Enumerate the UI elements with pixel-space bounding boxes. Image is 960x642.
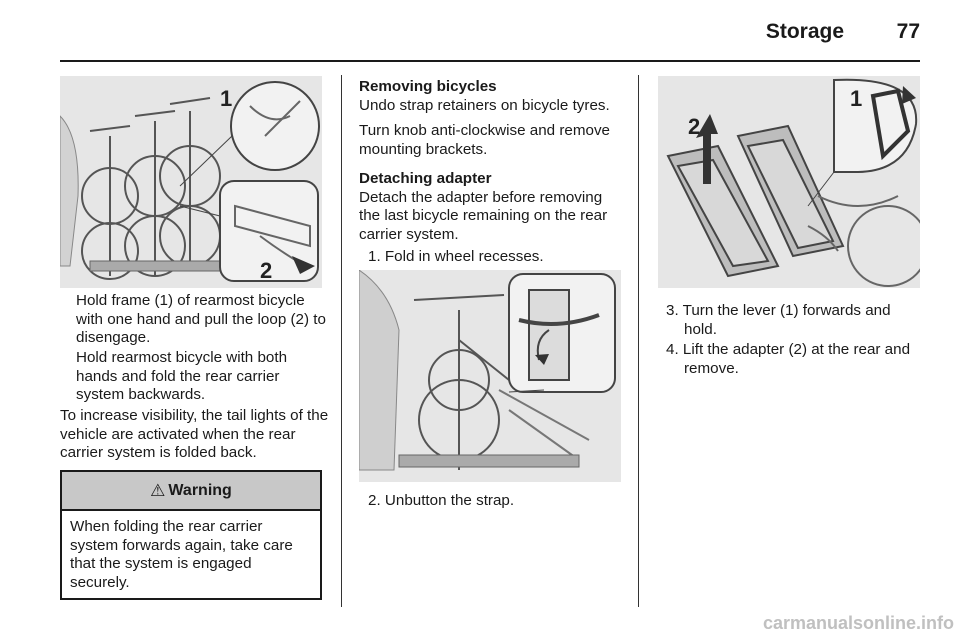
hold-frame-text: Hold frame (1) of rearmost bicycle with one hand and pull the loop (2) to disengage. bbox=[76, 292, 326, 346]
adapter-lever-illustration bbox=[658, 76, 920, 288]
instruction-hold-bicycle bbox=[76, 349, 328, 405]
header-rule bbox=[60, 60, 920, 62]
footer-watermark: carmanualsonline.info bbox=[762, 613, 954, 633]
heading-detaching-adapter: Detaching adapter bbox=[359, 170, 492, 187]
step-1-number: 1. bbox=[368, 248, 381, 265]
warning-triangle-icon: ⚠ bbox=[150, 480, 166, 500]
heading-removing-bicycles: Removing bicycles bbox=[359, 78, 497, 95]
step-4-number: 4. bbox=[666, 341, 679, 358]
warning-box bbox=[60, 470, 322, 600]
adapter-lever-drawing bbox=[658, 76, 920, 288]
figure-callout-2: 2 bbox=[260, 258, 273, 283]
warning-header bbox=[62, 472, 320, 511]
detaching-adapter-section bbox=[359, 170, 627, 244]
bicycle-carrier-illustration bbox=[60, 76, 322, 288]
bicycle-strap-drawing bbox=[359, 270, 621, 482]
removing-bicycles-section bbox=[359, 78, 627, 115]
detach-text: Detach the adapter before removing the last bicycle remaining on the rear carrier system. bbox=[359, 188, 608, 243]
page-number: 77 bbox=[896, 20, 920, 43]
step-3-number: 3. bbox=[666, 302, 679, 319]
hold-bicycle-text: Hold rearmost bicycle with both hands and fold the rear carrier system backwards. bbox=[76, 349, 288, 403]
column-divider-left bbox=[341, 75, 342, 607]
step-2 bbox=[368, 492, 626, 511]
section-title: Storage bbox=[765, 20, 844, 43]
instruction-hold-frame bbox=[76, 292, 328, 348]
turn-knob-text: Turn knob anti-clockwise and remove mounting brackets. bbox=[359, 122, 610, 158]
figure-callout-2: 2 bbox=[688, 114, 701, 139]
bicycle-strap-illustration bbox=[359, 270, 621, 482]
step-2-number: 2. bbox=[368, 492, 381, 509]
visibility-note bbox=[60, 407, 336, 463]
step-4 bbox=[666, 341, 924, 378]
figure-callout-1: 1 bbox=[850, 86, 863, 111]
page-header bbox=[60, 18, 920, 58]
warning-body: When folding the rear carrier system forwards again, take care that the system is engaged securely. bbox=[70, 518, 293, 591]
step-4-text: Lift the adapter (2) at the rear and remove. bbox=[682, 341, 911, 377]
bicycle-carrier-drawing bbox=[60, 76, 322, 288]
step-1 bbox=[368, 248, 626, 267]
turn-knob-section bbox=[359, 122, 627, 159]
column-divider-right bbox=[638, 75, 639, 607]
figure-callout-1: 1 bbox=[220, 86, 233, 111]
step-3 bbox=[666, 302, 924, 339]
warning-title: Warning bbox=[168, 481, 232, 499]
step-2-text: Unbutton the strap. bbox=[384, 492, 515, 509]
step-1-text: Fold in wheel recesses. bbox=[384, 248, 544, 265]
undo-strap-text: Undo strap retainers on bicycle tyres. bbox=[359, 96, 610, 114]
step-3-text: Turn the lever (1) forwards and hold. bbox=[682, 302, 891, 338]
visibility-text: To increase visibility, the tail lights of the vehicle are activated when the rear carrier system is folded back. bbox=[60, 407, 329, 461]
